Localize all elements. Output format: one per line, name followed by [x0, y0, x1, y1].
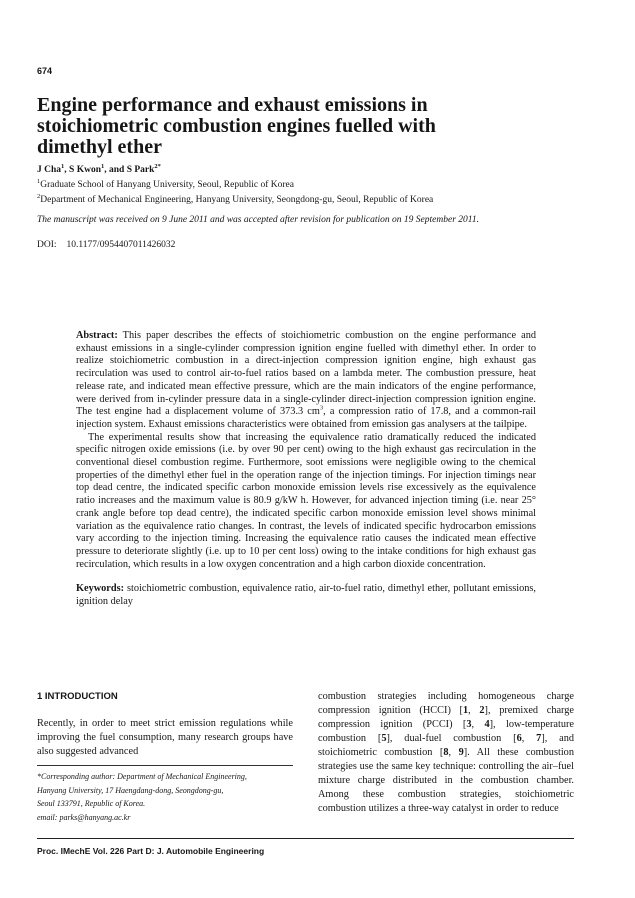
author-name: J Cha: [37, 165, 62, 175]
affiliation: [37, 192, 434, 205]
citation-link[interactable]: 7: [536, 733, 542, 744]
title-line-2: stoichiometric combustion engines fuelled with: [37, 115, 436, 137]
citation-link[interactable]: 2: [479, 705, 485, 716]
keywords-label: Keywords:: [76, 583, 125, 595]
affiliation-text: Department of Mechanical Engineering, Hanyang University, Seongdong-gu, Seoul, Republic of Korea: [40, 195, 434, 205]
abstract-block: [76, 330, 536, 609]
journal-footer: Proc. IMechE Vol. 226 Part D: J. Automobile Engineering: [37, 846, 265, 856]
left-column: [37, 690, 293, 759]
author-list: [37, 162, 161, 175]
citation-link[interactable]: 6: [516, 733, 522, 744]
body-text: ], premixed charge compression ignition (PCCI) [: [318, 705, 574, 730]
citation-link[interactable]: 1: [462, 705, 469, 716]
corresponding-author-footnote: [37, 770, 297, 824]
affiliation-mark: 2: [37, 192, 41, 200]
affiliation-mark: 1: [37, 177, 41, 185]
keywords-text: stoichiometric combustion, equivalence ratio, air-to-fuel ratio, dimethyl ether, pollutant emissions, ignition delay: [76, 583, 536, 608]
footnote-divider: [37, 765, 293, 766]
body-text: ], and stoichiometric combustion [: [318, 733, 575, 758]
intro-paragraph-continued: [318, 690, 574, 816]
affiliation-text: Graduate School of Hanyang University, Seoul, Republic of Korea: [40, 180, 294, 190]
superscript: 3: [319, 404, 324, 412]
citation-link[interactable]: 5: [381, 733, 387, 744]
footnote-line: *Corresponding author: Department of Mechanical Engineering,: [37, 772, 247, 781]
abstract-text: , a compression ratio of 17.8, and a common-rail injection system. Exhaust emissions characteristics were obtained from emission gas analysers at the tailpipe.: [76, 406, 536, 430]
author-affil-mark: 1: [61, 162, 65, 170]
body-text: ]. All these combustion strategies use the same key technique: controlling the air–fuel mixture charge distributed in the combustion chamber. Among these combustion strategies, stoichiometric combustion utilizes a three-way catalyst in order to reduce: [318, 747, 574, 814]
citation-separator: ,: [521, 733, 537, 744]
author-separator: ,: [64, 165, 70, 175]
body-text: ], dual-fuel combustion [: [386, 733, 517, 744]
title-line-1: Engine performance and exhaust emissions in: [37, 94, 428, 116]
abstract-text: This paper describes the effects of stoichiometric combustion on the engine performance and exhaust emissions in a single-cylinder compression ignition engine fuelled with dimethyl ether. In order to realize stoichiometric combustion in a direct-injection compression ignition engine, high exhaust gas recirculation was used to control air-to-fuel ratios based on a lambda meter. The combustion pressure, heat release rate, and indicated mean effective pressure, which are the main indicators of the engine performance, were derived from in-cylinder pressure data in a single-cylinder direct-injection compression ignition engine. The test engine had a displacement volume of 373.3 cm: [76, 330, 536, 418]
citation-link[interactable]: 3: [466, 719, 472, 730]
footer-divider: [37, 838, 574, 839]
intro-paragraph: Recently, in order to meet strict emission regulations while improving the fuel consumption, many research groups have also suggested advanced: [37, 718, 293, 757]
author-separator: , and: [104, 165, 127, 175]
citation-link[interactable]: 9: [458, 747, 464, 758]
citation-link[interactable]: 4: [484, 719, 490, 730]
author-name: S Kwon: [69, 165, 101, 175]
abstract-paragraph: The experimental results show that increasing the equivalence ratio dramatically reduced the indicated specific nitrogen oxide emissions (i.e. by over 90 per cent) owing to the high exhaust gas recirculation in the conventional diesel combustion regime. Furthermore, soot emissions were negligible owing to the chemical properties of the dimethyl ether fuel in the operation range of the injection timings. For injection timings near top dead centre, the indicated specific carbon monoxide emission levels rise excessively as the equivalence ratio increases and the maximum value is 80.9 g/kW h. However, for advanced injection timing (i.e. near 25° crank angle before top dead centre), the indicated specific carbon monoxide emission level shows minimal variation as the equivalence ratio changes. In contrast, the levels of indicated specific hydrocarbon emissions vary according to the injection timing. Increasing the equivalence ratio causes the indicated mean effective pressure to deteriorate slightly (i.e. up to 10 per cent loss) owing to the intake conditions for high exhaust gas recirculation, which results in a low oxygen concentration and a high carbon dioxide concentration.: [76, 431, 536, 570]
author-affil-mark: 2*: [154, 162, 161, 170]
citation-separator: ,: [468, 705, 480, 716]
citation-link[interactable]: 8: [443, 747, 449, 758]
author-affil-mark: 1: [100, 162, 105, 170]
author-name: S Park: [126, 165, 155, 175]
doi-label: DOI:: [37, 240, 57, 250]
right-column: [318, 690, 574, 816]
received-note: The manuscript was received on 9 June 2011 and was accepted after revision for publication on 19 September 2011.: [37, 215, 479, 225]
keywords: [76, 583, 536, 608]
abstract-label: Abstract:: [76, 330, 118, 341]
body-text: combustion strategies including homogeneous charge compression ignition (HCCI) [: [318, 691, 574, 716]
paper-title: [37, 95, 577, 158]
title-line-3: dimethyl ether: [37, 136, 162, 158]
affiliation: [37, 177, 294, 190]
footnote-line: Hanyang University, 17 Haengdang-dong, Seongdong-gu,: [37, 785, 224, 795]
footnote-line: Seoul 133791, Republic of Korea.: [37, 799, 146, 808]
citation-separator: ,: [448, 747, 459, 758]
doi-value: 10.1177/0954407011426032: [66, 240, 176, 250]
abstract-paragraph: [76, 330, 536, 432]
footnote-email[interactable]: email: parks@hanyang.ac.kr: [37, 812, 131, 822]
doi-line: [37, 240, 175, 250]
citation-separator: ,: [471, 719, 485, 730]
body-text: ], low-temperature combustion [: [318, 719, 574, 744]
section-heading: 1 INTRODUCTION: [37, 691, 118, 702]
page-number: 674: [37, 66, 53, 76]
